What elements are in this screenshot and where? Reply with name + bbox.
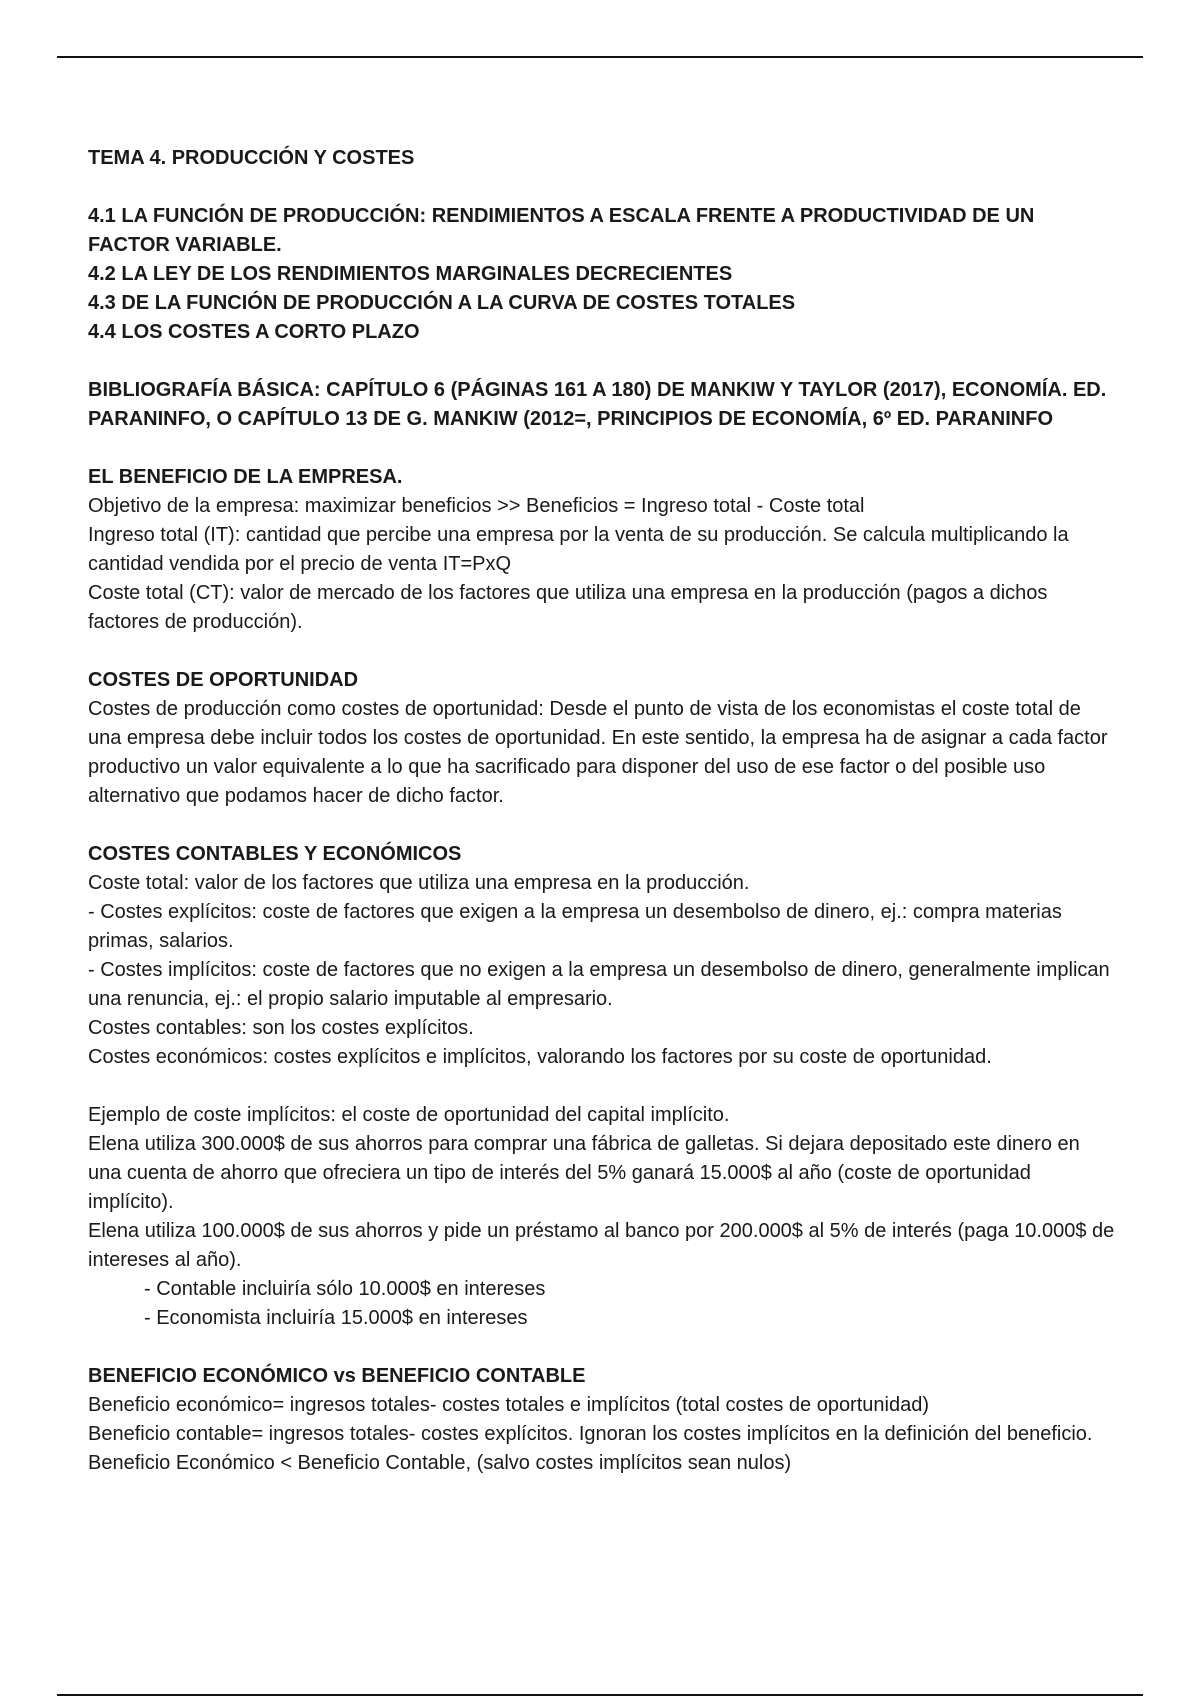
paragraph: - Costes implícitos: coste de factores que no exigen a la empresa un desembolso de dinero, generalmente implican una renuncia, ej.: el propio salario imputable al empresario. — [88, 959, 1110, 1010]
toc-item: 4.3 DE LA FUNCIÓN DE PRODUCCIÓN A LA CURVA DE COSTES TOTALES — [88, 292, 796, 314]
paragraph: Beneficio contable= ingresos totales- costes explícitos. Ignoran los costes implícitos en la definición del beneficio. — [88, 1423, 1093, 1445]
toc-item: 4.2 LA LEY DE LOS RENDIMIENTOS MARGINALES DECRECIENTES — [88, 263, 733, 285]
section-beneficio — [88, 463, 1118, 637]
paragraph: Coste total: valor de los factores que utiliza una empresa en la producción. — [88, 872, 750, 894]
toc-item: 4.4 LOS COSTES A CORTO PLAZO — [88, 321, 420, 343]
section-costes-contables — [88, 840, 1118, 1333]
document-body — [88, 144, 1118, 1478]
bullet-item: - Contable incluiría sólo 10.000$ en intereses — [144, 1278, 546, 1300]
bottom-divider — [57, 1694, 1143, 1696]
example-paragraph: Elena utiliza 100.000$ de sus ahorros y pide un préstamo al banco por 200.000$ al 5% de interés (paga 10.000$ de intereses al año). — [88, 1220, 1115, 1271]
paragraph: Costes económicos: costes explícitos e implícitos, valorando los factores por su coste de oportunidad. — [88, 1046, 992, 1068]
page-title: TEMA 4. PRODUCCIÓN Y COSTES — [88, 147, 415, 169]
bibliography: BIBLIOGRAFÍA BÁSICA: CAPÍTULO 6 (PÁGINAS 161 A 180) DE MANKIW Y TAYLOR (2017), ECONOMÍA. ED. PARANINFO, O CAPÍTULO 13 DE G. MANKIW (2012=, PRINCIPIOS DE ECONOMÍA, 6º ED. PARANINFO — [88, 379, 1107, 430]
section-costes-oportunidad — [88, 666, 1118, 811]
toc-item: 4.1 LA FUNCIÓN DE PRODUCCIÓN: RENDIMIENTOS A ESCALA FRENTE A PRODUCTIVIDAD DE UN FACTOR VARIABLE. — [88, 205, 1035, 256]
paragraph: Objetivo de la empresa: maximizar beneficios >> Beneficios = Ingreso total - Coste total — [88, 495, 865, 517]
example-paragraph: Elena utiliza 300.000$ de sus ahorros para comprar una fábrica de galletas. Si dejara depositado este dinero en una cuenta de ahorro que ofreciera un tipo de interés del 5% ganará 15.000$ al año (coste de oportunidad implícito). — [88, 1133, 1080, 1213]
bullet-item: - Economista incluiría 15.000$ en intereses — [144, 1307, 528, 1329]
section-beneficio-vs — [88, 1362, 1118, 1478]
section-heading: BENEFICIO ECONÓMICO vs BENEFICIO CONTABLE — [88, 1365, 586, 1387]
section-heading: EL BENEFICIO DE LA EMPRESA. — [88, 466, 403, 488]
section-heading: COSTES CONTABLES Y ECONÓMICOS — [88, 843, 462, 865]
paragraph: Ingreso total (IT): cantidad que percibe una empresa por la venta de su producción. Se calcula multiplicando la cantidad vendida por el precio de venta IT=PxQ — [88, 524, 1069, 575]
table-of-contents — [88, 202, 1118, 347]
paragraph: Costes contables: son los costes explícitos. — [88, 1017, 474, 1039]
top-divider — [57, 56, 1143, 58]
paragraph: Beneficio Económico < Beneficio Contable, (salvo costes implícitos sean nulos) — [88, 1452, 792, 1474]
paragraph: Beneficio económico= ingresos totales- costes totales e implícitos (total costes de oportunidad) — [88, 1394, 929, 1416]
paragraph: Coste total (CT): valor de mercado de los factores que utiliza una empresa en la producción (pagos a dichos factores de producción). — [88, 582, 1048, 633]
paragraph: Costes de producción como costes de oportunidad: Desde el punto de vista de los economistas el coste total de una empresa debe incluir todos los costes de oportunidad. En este sentido, la empresa ha de asignar a cada factor productivo un valor equivalente a lo que ha sacrificado para disponer del uso de ese factor o del posible uso alternativo que podamos hacer de dicho factor. — [88, 698, 1108, 807]
example-paragraph: Ejemplo de coste implícitos: el coste de oportunidad del capital implícito. — [88, 1104, 730, 1126]
section-heading: COSTES DE OPORTUNIDAD — [88, 669, 359, 691]
paragraph: - Costes explícitos: coste de factores que exigen a la empresa un desembolso de dinero, ej.: compra materias primas, salarios. — [88, 901, 1062, 952]
